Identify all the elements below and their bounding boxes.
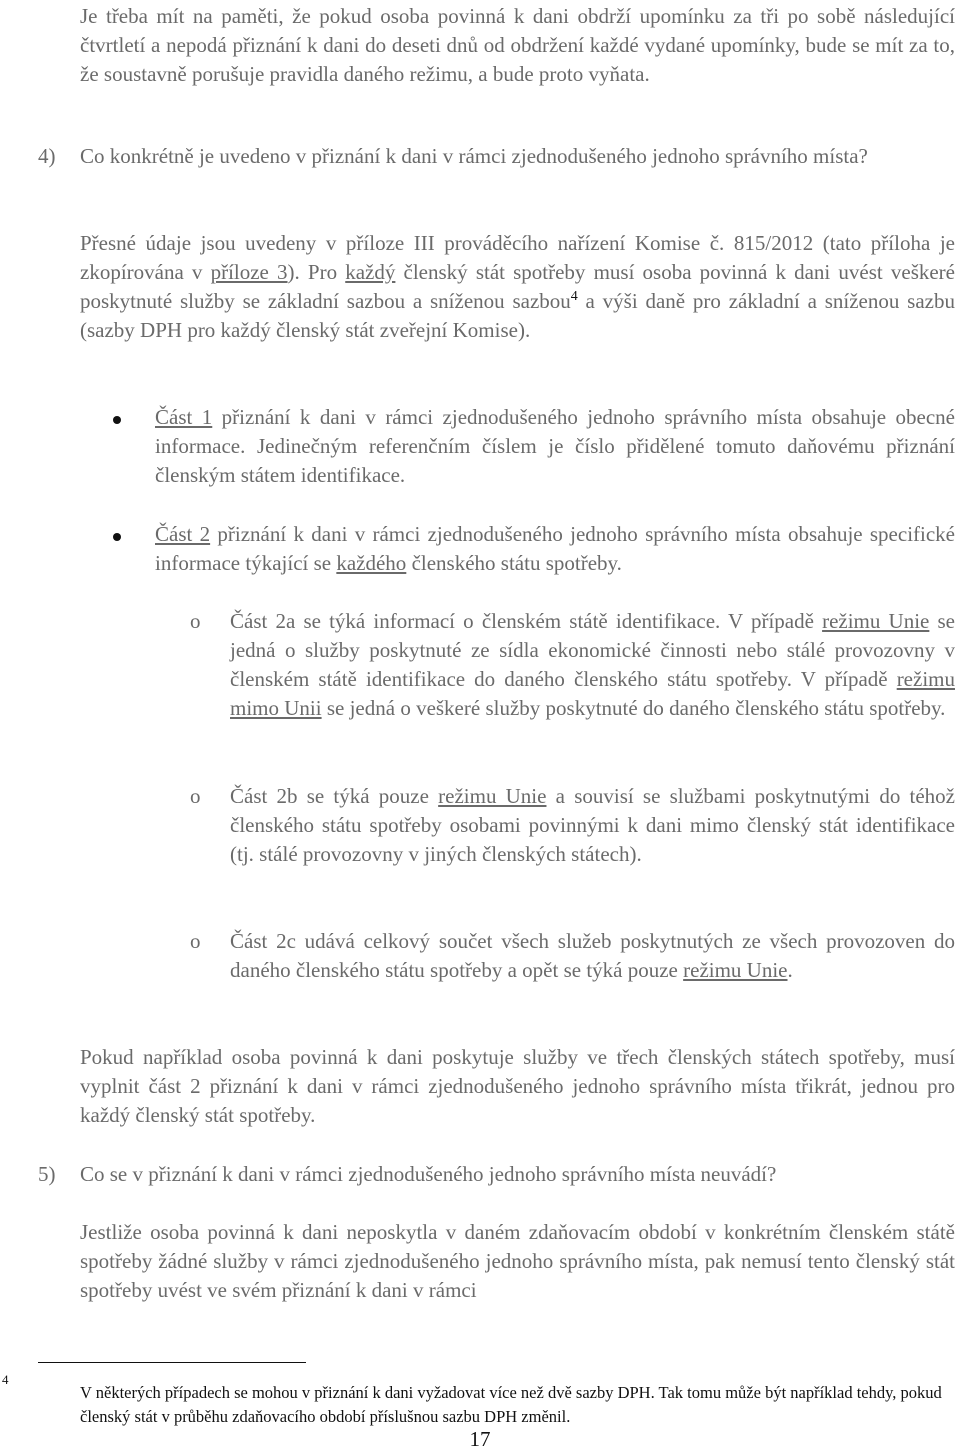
sub-bullet-marker: o [190, 609, 201, 633]
part-2a-text-1: Část 2a se týká informací o členském státě identifikace. V případě [230, 609, 823, 633]
bullet-part-2 [155, 520, 955, 578]
part-2b-text-1: Část 2b se týká pouze [230, 784, 439, 808]
part-2-emphasis: každého [336, 551, 407, 575]
part-1-link[interactable]: Část 1 [155, 405, 213, 429]
example-paragraph [80, 1043, 955, 1130]
sub-bullet-marker: o [190, 929, 201, 953]
footnote-text: V některých případech se mohou v přiznání k dani vyžadovat více než dvě sazby DPH. Tak tomu může být například tehdy, pokud členský stát v průběhu zdaňovacího období příslušnou sazbu DPH změnil. [80, 1383, 942, 1426]
union-scheme-link[interactable]: režimu Unie [438, 784, 547, 808]
intro-paragraph [80, 2, 955, 89]
answer-4-text-b1: Pro [299, 260, 346, 284]
part-2a-text-3: se jedná o veškeré služby poskytnuté do daného členského státu spotřeby. [321, 696, 946, 720]
question-5-number: 5) [38, 1162, 56, 1186]
page-number: 17 [469, 1427, 491, 1451]
question-5-answer [80, 1218, 955, 1305]
bullet-dot [113, 416, 121, 424]
answer-4-text-b2: členský stát spotřeby musí osoba povinná k dani uvést veškeré poskytnuté služby se základní sazbou a sníženou sazbou [80, 260, 955, 313]
non-union-scheme-link[interactable]: režimu mimo Unii [230, 667, 955, 720]
question-4-answer [80, 229, 955, 345]
part-2-link[interactable]: Část 2 [155, 522, 211, 546]
intro-text: Je třeba mít na paměti, že pokud osoba povinná k dani obdrží upomínku za tři po sobě následující čtvrtletí a nepodá přiznání k dani do deseti dnů od obdržení každé vydané upomínky, bude se mít za to, že soustavně porušuje pravidla daného režimu, a bude proto vyňata. [80, 4, 955, 86]
part-2a-text-2: se jedná o služby poskytnuté ze sídla ekonomické činnosti nebo stálé provozovny v členském státě identifikace do daného členského státu spotřeby. V případě [230, 609, 955, 691]
part-1-text: přiznání k dani v rámci zjednodušeného jednoho správního místa obsahuje obecné informace. Jedinečným referenčním číslem je číslo přidělené tomuto daňovému přiznání členským státem identifikace. [155, 405, 955, 487]
footnote-number: 4 [2, 1372, 9, 1387]
sub-bullet-part-2a [230, 607, 955, 723]
answer-4-text-a-end: ). [287, 260, 300, 284]
footnote-reference[interactable]: 4 [570, 289, 578, 304]
part-2-text-a: přiznání k dani v rámci zjednodušeného jednoho správního místa obsahuje specifické informace týkající se [155, 522, 955, 575]
answer-5-text: Jestliže osoba povinná k dani neposkytla v daném zdaňovacím období v konkrétním členském státě spotřeby žádné služby v rámci zjednodušeného jednoho správního místa, pak nemusí tento členský stát spotřeby uvést ve svém přiznání k dani v rámci [80, 1220, 955, 1302]
sub-bullet-part-2c [230, 927, 955, 985]
question-4-heading [80, 142, 955, 171]
part-2c-text-1: Část 2c udává celkový součet všech služeb poskytnutých ze všech provozoven do daného členského státu spotřeby a opět se týká pouze [230, 929, 955, 982]
union-scheme-link[interactable]: režimu Unie [822, 609, 930, 633]
bullet-part-1 [155, 403, 955, 490]
answer-4-text-b3: a výši daně pro základní a sníženou sazbu (sazby DPH pro každý členský stát zveřejní Komise). [80, 289, 955, 342]
footnote-separator [38, 1362, 306, 1363]
appendix-3-link[interactable]: příloze 3 [210, 260, 288, 284]
question-5-text: Co se v přiznání k dani v rámci zjednodušeného jednoho správního místa neuvádí? [80, 1162, 777, 1186]
question-5-heading [80, 1160, 955, 1189]
bullet-dot [113, 533, 121, 541]
question-4-text: Co konkrétně je uvedeno v přiznání k dani v rámci zjednodušeného jednoho správního místa? [80, 144, 868, 168]
answer-4-text-a: Přesné údaje jsou uvedeny v příloze III prováděcího nařízení Komise č. 815/2012 (tato příloha je zkopírována v [80, 231, 955, 284]
union-scheme-link[interactable]: režimu Unie [683, 958, 788, 982]
part-2b-text-2: a souvisí se službami poskytnutými do téhož členského státu spotřeby osobami povinnými k dani mimo členský stát identifikace (tj. stálé provozovny v jiných členských státech). [230, 784, 956, 866]
sub-bullet-marker: o [190, 784, 201, 808]
question-4-number: 4) [38, 144, 56, 168]
answer-4-emphasis: každý [345, 260, 396, 284]
part-2-text-b: členského státu spotřeby. [406, 551, 622, 575]
sub-bullet-part-2b [230, 782, 955, 869]
example-text: Pokud například osoba povinná k dani poskytuje služby ve třech členských státech spotřeby, musí vyplnit část 2 přiznání k dani v rámci zjednodušeného jednoho správního místa třikrát, jednou pro každý členský stát spotřeby. [80, 1045, 955, 1127]
part-2c-text-2: . [787, 958, 793, 982]
